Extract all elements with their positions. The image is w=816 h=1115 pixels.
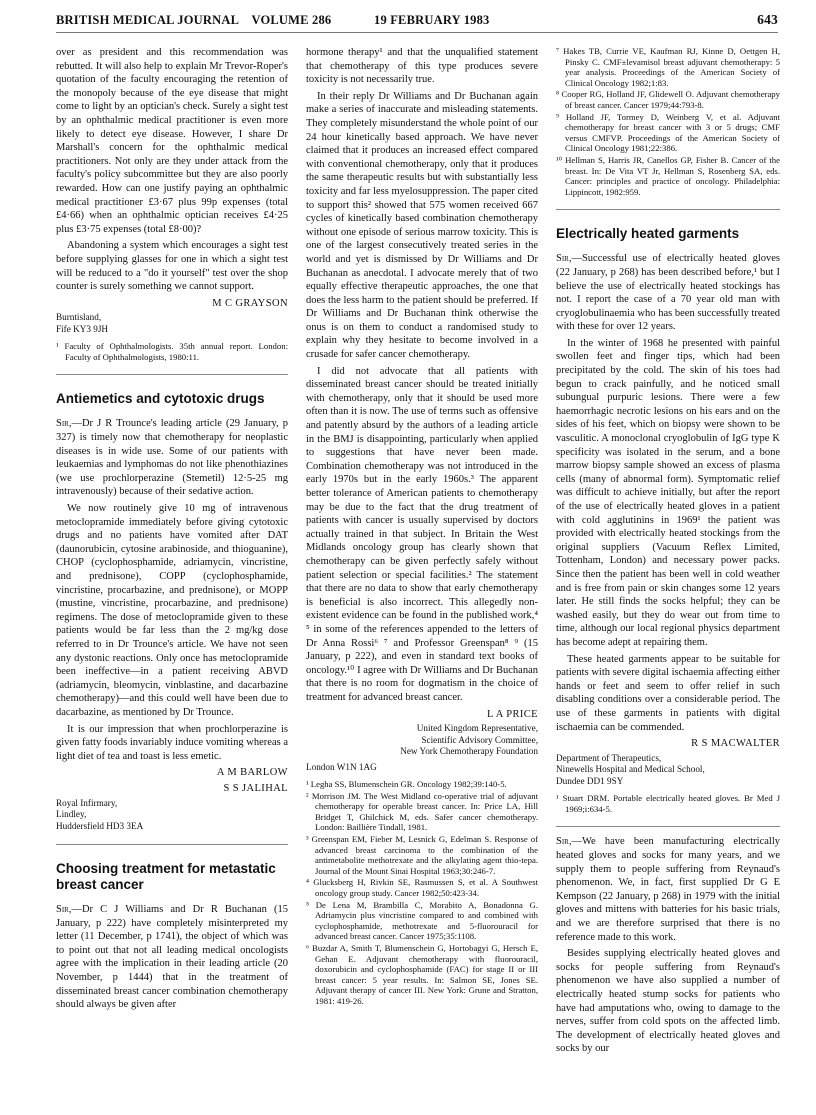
reference-item: ⁹ Holland JF, Tormey D, Weinberg V, et al. Adjuvant chemotherapy for breast cancer with 3 or 5 drugs; CMF versus CMFVP. Proceedings of the American Society of Clinical Oncology 1981;22:386. [556, 111, 780, 154]
paragraph: over as president and this recommendation was rebutted. It will also help to explain Mr Trevor-Roper's quotation of the faculty encouraging the retention of the monopoly because of the eye disease that might come to light by an optician's check. Surely a sight test by an ophthalmic medical practitioner is even more likely to detect eye disease. However, I share Dr Marshall's concern for the ophthalmic medical practitioners. Not only are they under attack from the faculty's policy subcommittee but they are also poorly rewarded. How can one justify paying an ophthalmic medical practitioner £3·67 plus 99p expenses (total £4·66) when an ophthalmic optician receives £4·25 plus £3·75 expenses (total £8·00)? [56, 47, 288, 235]
signature: A M BARLOW [216, 767, 288, 779]
section-divider [556, 826, 780, 827]
address-line: Burntisland, [56, 312, 102, 323]
reference-item: ² Morrison JM. The West Midland co-operative trial of adjuvant chemotherapy for operable breast cancer. In: Price LA, Hill Bridget T, Ghilchick M, eds. Safer cancer chemotherapy. London: Baillière Tindall, 1981. [306, 790, 538, 833]
paragraph [556, 252, 780, 334]
author-affiliation [306, 723, 538, 758]
reference-list [56, 341, 288, 362]
address-line: Dundee DD1 9SY [556, 775, 624, 786]
issue-date: 19 FEBRUARY 1983 [374, 13, 490, 27]
column-3 [556, 46, 780, 1106]
journal-volume [56, 13, 331, 28]
affiliation-line: United Kingdom Representative, [416, 723, 538, 734]
paragraph-text: —We have been manufacturing electrically heated gloves and socks for many years, and we supply them to people suffering from Reynaud's phenomenon. We, in fact, first supplied Dr G E Kempson (22 January, p 268) in 1979 with the initial gloves and mittens with batteries for his basic trials, and we are therefore surprised that there is no reference made to this work. [556, 836, 780, 943]
paragraph: These heated garments appear to be suitable for patients with severe digital ischaemia affecting either hands or feet and seem to offer relief in such disabling conditions over a considerable period. The use of these garments in patients with digital ischaemia can be commended. [556, 653, 780, 733]
affiliation-line: New York Chemotherapy Foundation [400, 746, 538, 757]
signature: M C GRAYSON [212, 297, 288, 309]
paragraph [556, 835, 780, 944]
reference-item: ⁴ Glucksberg H, Rivkin SE, Rasmussen S, et al. A Southwest oncology group study. Cancer 1982;50:423-34. [306, 877, 538, 899]
paragraph-text: —Dr J R Trounce's leading article (29 January, p 327) is timely now that chemotherapy for neoplastic diseases is in wide use. Some of our patients with leukaemias and lymphomas do not like phenothiazines (we use prochlorperazine (Stemetil) 12·5-25 mg intravenously) because of their sedative action. [56, 418, 288, 498]
paragraph: It is our impression that when prochlorperazine is given fatty foods invariably induce vomiting whereas a light diet of tea and toast is less emetic. [56, 723, 288, 762]
address-line: Huddersfield HD3 3EA [56, 820, 144, 831]
paragraph: I did not advocate that all patients with disseminated breast cancer should be treated initially with chemotherapy, only that it should be used more often than it is now. The use of terms such as offensive and patently absurd by the authors of a leading article in the BMJ is disappointing, particularly when applied to suggestions that have never been made. Combination chemotherapy was not introduced in the early 1970s but in the early 1960s.³ The apparent better tolerance of American patients to chemotherapy may be due to the fact that the drug treatment of patients with cancer is usually supervised by doctors actually trained in that subject. In Britain the West Midlands oncology group has clearly shown that chemotherapy can be given perfectly safely without patient selection or special facilities.² The statement that there are no data to show that early chemotherapy is beneficial is also incorrect. This allegedly non-existent evidence can be found in the published work,⁴ ⁵ in some of the references appended to the letters of Dr Anna Rossi⁶ ⁷ and Professor Greenspan⁸ ⁹ (15 January, p 222), and even in standard text books of oncology.¹⁰ I agree with Dr Williams and Dr Buchanan that there is no room for dogmatism in the choice of treatment for advanced breast cancer. [306, 365, 538, 703]
column-2 [306, 46, 538, 1106]
address-line: Department of Therapeutics, [556, 752, 662, 763]
letter-title: Antiemetics and cytotoxic drugs [56, 391, 265, 407]
author-address: London W1N 1AG [306, 761, 377, 772]
salutation: Sir, [556, 253, 572, 265]
page-number: 643 [757, 12, 778, 27]
letter-title: Electrically heated garments [556, 226, 740, 242]
running-header [56, 12, 778, 33]
paragraph [56, 903, 288, 1012]
signature: S S JALIHAL [223, 782, 288, 794]
column-1 [56, 46, 288, 1106]
paragraph-text: —Successful use of electrically heated gloves (22 January, p 268) has been described before,¹ but I believe the use of electrically heated stockings has not. I report the case of a 70 year old man with cryoglobulinaemia who has been successfully treated with these for over 12 years. [556, 253, 780, 333]
signature: R S MACWALTER [691, 738, 780, 750]
reference-item: ¹ Legha SS, Blumenschein GR. Oncology 1982;39:140-5. [306, 779, 507, 790]
reference-item: ⁷ Hakes TB, Currie VE, Kaufman RJ, Kinne D, Oettgen H, Pinsky C. CMF±levamisol breast adjuvant chemotherapy: 5 year analysis. Proceedings of the American Society of Clinical Oncology 1982;1:83. [556, 46, 780, 88]
reference-item: ¹ Faculty of Ophthalmologists. 35th annual report. London: Faculty of Ophthalmologists, 1980:11. [56, 341, 288, 362]
author-address [556, 753, 780, 788]
section-divider [56, 844, 288, 845]
salutation: Sir, [56, 904, 72, 915]
paragraph: Besides supplying electrically heated gloves and socks for people suffering from Reynaud's phenomenon we have also supplied a number of electrically heated stump socks for patients who have had amputations who, owing to damage to the nerves, suffer from cold spots on the affected limb. The development of electrically heated gloves and socks by our [556, 948, 780, 1055]
reference-item: ⁵ De Lena M, Brambilla C, Morabito A, Bonadonna G. Adriamycin plus vincristine compared to and combined with cyclophosphamide, methotrexate and 5-fluorouracil for advanced breast cancer. Cancer 1975;35:1108. [306, 899, 538, 942]
volume-number: VOLUME 286 [251, 13, 332, 27]
letter-title: Choosing treatment for metastatic breast cancer [56, 861, 276, 892]
address-line: Lindley, [56, 809, 87, 819]
reference-list [556, 793, 780, 814]
paragraph-text: —Dr C J Williams and Dr R Buchanan (15 January, p 222) have completely misinterpreted my letter (11 December, p 1741), the object of which was to point out that not all leading medical oncologists agree with the implication in their leading article (20 November, p 1444) that in the treatment of disseminated breast cancer combination chemotherapy should always be given after [56, 904, 288, 1011]
reference-list [306, 779, 538, 1006]
signature: L A PRICE [486, 708, 538, 720]
address-line: Royal Infirmary, [56, 797, 118, 808]
author-address [56, 798, 288, 833]
section-divider [56, 374, 288, 375]
reference-list [556, 46, 780, 197]
salutation: Sir, [556, 836, 572, 848]
address-line: Ninewells Hospital and Medical School, [556, 764, 705, 775]
section-divider [556, 209, 780, 210]
salutation: Sir, [56, 418, 72, 430]
paragraph [56, 417, 288, 499]
journal-name: BRITISH MEDICAL JOURNAL [56, 13, 239, 27]
paragraph: hormone therapy¹ and that the unqualified statement that chemotherapy of this type produces severe toxicity is not necessarily true. [306, 47, 538, 86]
reference-item: ⁸ Cooper RG, Holland JF, Glidewell O. Adjuvant chemotherapy of breast cancer. Cancer 1979;44:793-8. [556, 89, 780, 110]
paragraph: In their reply Dr Williams and Dr Buchanan again make a series of inaccurate and misleading statements. They completely misunderstand the whole point of our 24 hour kinetically based approach. We have never claimed that it produces an increased effect compared with conventional chemotherapy, only that it produces the same therapeutic results but with substantially less toxicity and far less myelosuppression. The paper cited to support this² showed that 575 women received 667 cycles of kinetically based combination chemotherapy without one episode of serious marrow toxicity. This is one of the largest consecutively treated series in the world and yet is dismissed by Dr Williams and Dr Buchanan as anecdotal. I advocate merely that of two equally effective therapeutic approaches, the one that does the less harm to the patient should be preferred. If Dr Williams and Dr Buchanan think otherwise the onus is on them to conduct a randomised study to explain why they hesitate to become involved in a crusade for safer cancer chemotherapy. [306, 90, 538, 361]
paragraph: Abandoning a system which encourages a sight test before supplying glasses for one in which a sight test will be reduced to a "do it yourself" test over the shop counter is surely something we cannot support. [56, 240, 288, 293]
reference-item: ¹⁰ Hellman S, Harris JR, Canellos GP, Fisher B. Cancer of the breast. In: De Vita VT Jr, Hellman S, Rosenberg SA, eds. Cancer: principles and practice of oncology. Philadelphia: Lippincott, 1982:959. [556, 154, 780, 197]
reference-item: ⁶ Buzdar A, Smith T, Blumenschein G, Hortobagyi G, Hersch E, Gehan E. Adjuvant chemotherapy with fluorouracil, doxorubicin and cyclophosphamide (FAC) for stage II or III breast cancer: 5 year results. In: Salmon SE, Jones SE. Adjuvant therapy of cancer III. New York: Grune and Stratton, 1981: 419-26. [306, 943, 538, 1006]
author-address [56, 312, 288, 335]
affiliation-line: Scientific Advisory Committee, [421, 734, 538, 745]
paragraph: In the winter of 1968 he presented with painful swollen feet and finger tips, which had been precipitated by the cold. The skin of his toes had begun to crack painfully, and he noticed small subungual purpuric lesions. There were a few haemorrhagic necrotic lesions on his ears and on the sides of his feet, which on biopsy were shown to be vasculitic. A monoclonal cryoglobulin of IgG type K specificity was isolated in the serum, and a bone marrow biopsy sample showed an excess of plasma cells (many of abnormal form). Symptomatic relief was difficult to achieve initially, but after the report of the use of electrically heated gloves in a patient with cold agglutinins in 1969¹ the patient was provided with electrically heated stockings from the original suppliers (Vacuum Reflex Limited, Tottenham, London) and necessary power packs. Since then the patient has been well in cold weather and is free from pain or skin changes some 12 years later. He still finds the socks helpful; they can be washed easily, but they do wear out from time to time, although our local regional physics department has become adept at repairing them. [556, 337, 780, 648]
reference-item: ¹ Stuart DRM. Portable electrically heated gloves. Br Med J 1969;i:634-5. [556, 793, 780, 814]
address-line: Fife KY3 9JH [56, 323, 109, 334]
reference-item: ³ Greenspan EM, Fieber M, Lesnick G, Edelman S. Response of advanced breast carcinoma to the combination of the antimetabolite methotrexate and the alkylating agent thio-tepa. Journal of the Mount Sinai Hospital 1963;30:246-7. [306, 834, 538, 876]
paragraph: We now routinely give 10 mg of intravenous metoclopramide immediately before giving cytotoxic drugs and no patients have vomited after DAT (daunorubicin, cytosine arabinoside, and thioguanine), CHOP (cyclophosphamide, adriamycin, vincristine, and prednisone), COPP (cyclophosphamide, vincristine, procarbazine, and prednisone), or MOPP (mustine, vincristine, procarbazine, and prednisone) regimens. The dose of metoclopramide given to these patients would be far less than the 2 mg/kg dose referred to in Dr Trounce's article. We have not seen any dystonic reactions. Only once has metoclopramide been ineffective—in a patient receiving ABVD (adriamycin, bleomycin, vinblastine, and dacarbazine chemotherapy)—and this could well have been due to dacarbazine, as mentioned by Dr Trounce. [56, 503, 288, 718]
